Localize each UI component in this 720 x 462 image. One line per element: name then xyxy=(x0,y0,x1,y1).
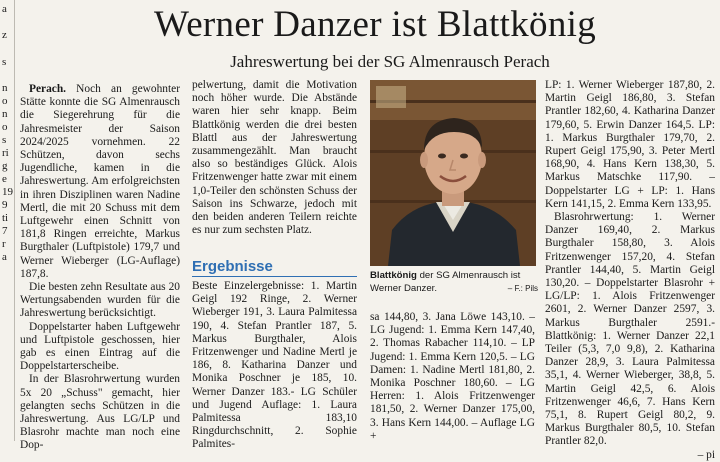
portrait-photo xyxy=(370,80,536,266)
caption-lead: Blattkönig xyxy=(370,270,417,281)
edge-letter: o xyxy=(2,121,8,133)
results-text: Beste Einzelergebnisse: 1. Martin Geigl 192 Ringe, 2. Werner Wieberger 191, 3. Laura Palmitessa 190, 4. Stefan Prantler 187, 5. Markus Burgthaler, Alois Fritzenwenger und Nadine Mertl je 186, 8. Katharina Danzer und Monika Poschner je 185, 10. Werner Danzer 183.- LG Schüler und Jugend Auflage: 1. Laura Palmitessa 183,10 Ringdurchschnitt, 2. Sophie Palmites- xyxy=(192,280,357,451)
edge-letter: o xyxy=(2,95,8,107)
results-text: LP: 1. Werner Wieberger 187,80, 2. Martin Geigl 186,80, 3. Stefan Prantler 182,60, 4. Katharina Danzer 179,60, 5. Erwin Danzer 164,5. LP: 1. Markus Burgthaler 179,70, 2. Rupert Geigl 175,90, 3. Peter Mertl 168,90, 4. Hans Kern 138,30, 5. Markus Matschke 117,90. – Doppelstarter LG + LP: 1. Hans Kern 141,15, 2. Emma Kern 133,95. xyxy=(545,79,715,210)
edge-letter: g xyxy=(2,160,8,172)
edge-letter: s xyxy=(2,134,7,146)
edge-letter: a xyxy=(2,251,7,263)
edge-letter: a xyxy=(2,3,7,15)
edge-letter: n xyxy=(2,82,8,94)
photo-caption xyxy=(370,270,538,295)
edge-letter: s xyxy=(2,56,7,68)
edge-letter: 19 xyxy=(2,186,13,198)
results-column xyxy=(192,280,357,452)
paragraph: Die besten zehn Resultate aus 20 Wertungsabenden wurden für die Jahreswertung berücksichtigt. xyxy=(20,281,180,320)
results-text: Blasrohrwertung: 1. Werner Danzer 169,40, 2. Markus Burgthaler 158,80, 3. Alois Fritzenwenger 157,20, 4. Stefan Prantler 144,40, 5. Martin Geigl 130,20. – Doppelstarter Blasrohr + LG/LP: 1. Alois Fritzenwenger 2601, 2. Werner Danzer 2597, 3. Markus Burgthaler 2591.- Blattkönig: 1. Werner Danzer 22,1 Teiler (5,3, 7,0 9,8), 2. Katharina Danzer 28,9, 3. Laura Palmitessa 35,1, 4. Werner Wieberger, 38,8, 5. Martin Geigl 42,5, 6. Alois Fritzenwenger 46,6, 7. Hans Kern 75,1, 8. Rupert Geigl 80,2, 9. Markus Burgthaler 80,5, 10. Stefan Prantler 82,0. xyxy=(545,211,715,448)
dateline: Perach. xyxy=(29,83,67,95)
author-signoff: – pi xyxy=(697,448,715,461)
edge-letter: e xyxy=(2,173,7,185)
article-subhead: Jahreswertung bei der SG Almenrausch Perach xyxy=(230,52,550,71)
edge-letter: ri xyxy=(2,147,9,159)
article-column-3 xyxy=(370,311,535,443)
caption-text: der SG Almenrausch ist Werner Danzer. xyxy=(370,270,521,294)
edge-letter: ti xyxy=(2,212,9,224)
edge-letter: r xyxy=(2,238,6,250)
edge-letter: 9 xyxy=(2,199,8,211)
article-headline: Werner Danzer ist Blattkönig xyxy=(153,4,597,45)
edge-letter: n xyxy=(2,108,8,120)
paragraph: In der Blasrohrwertung wurden 5x 20 „Schuss" gemacht, hier gelangten sechs Schützen in die Jahreswertung. Aus LG/LP und Blasrohr machte man noch eine Dop- xyxy=(20,373,180,452)
results-heading: Ergebnisse xyxy=(192,258,357,277)
paragraph: Noch an gewohnter Stätte konnte die SG Almenrausch die Siegerehrung für die Jahresmeister der Saison 2024/2025 vornehmen. 22 Schützen, davon sechs Jugendliche, kamen in die Jahreswertung. Am erfolgreichsten in ihren Disziplinen waren Nadine Mertl, die mit 20 Schuss mit dem Luftgewehr einen Schnitt von 181,8 Ringen erreichte, Markus Burgthaler (Luftpistole) 179,7 und Werner Wieberger (LG-Auflage) 187,8. xyxy=(20,83,180,280)
article-column-1 xyxy=(20,83,180,453)
results-text: sa 144,80, 3. Jana Löwe 143,10. – LG Jugend: 1. Emma Kern 147,40, 2. Thomas Rabacher 114,10. – LP Jugend: 1. Emma Kern 120,5. – LG Damen: 1. Nadine Mertl 181,80, 2. Monika Poschner 180,60. – LG Herren: 1. Alois Fritzenwenger 181,50, 2. Werner Danzer 175,00, 3. Hans Kern 144,00. – Auflage LG + xyxy=(370,311,535,442)
paragraph: pelwertung, damit die Motivation noch höher wurde. Die Abstände waren hier sehr knapp. Beim Blattkönig werden die drei besten Blattl aus der Jahreswertung zusammengezählt. Man braucht also so beständiges Glück. Alois Fritzenwenger hatte zwar mit einem 1,0-Teiler den schönsten Schuss der Saison ins Schwarze, jedoch mit den beiden anderen Teilern reichte es nur zum sechsten Platz. xyxy=(192,79,357,237)
article-column-4 xyxy=(545,79,715,462)
portrait-illustration xyxy=(370,80,536,266)
photo-credit: – F.: Pils xyxy=(507,283,538,293)
edge-letter: z xyxy=(2,29,7,41)
paragraph: Doppelstarter haben Luftgewehr und Luftpistole geschossen, hier gab es einen Eintrag auf die Doppelstarterscheibe. xyxy=(20,320,180,373)
edge-letter: 7 xyxy=(2,225,8,237)
adjacent-article-edge xyxy=(0,0,15,441)
article-column-2 xyxy=(192,79,357,237)
